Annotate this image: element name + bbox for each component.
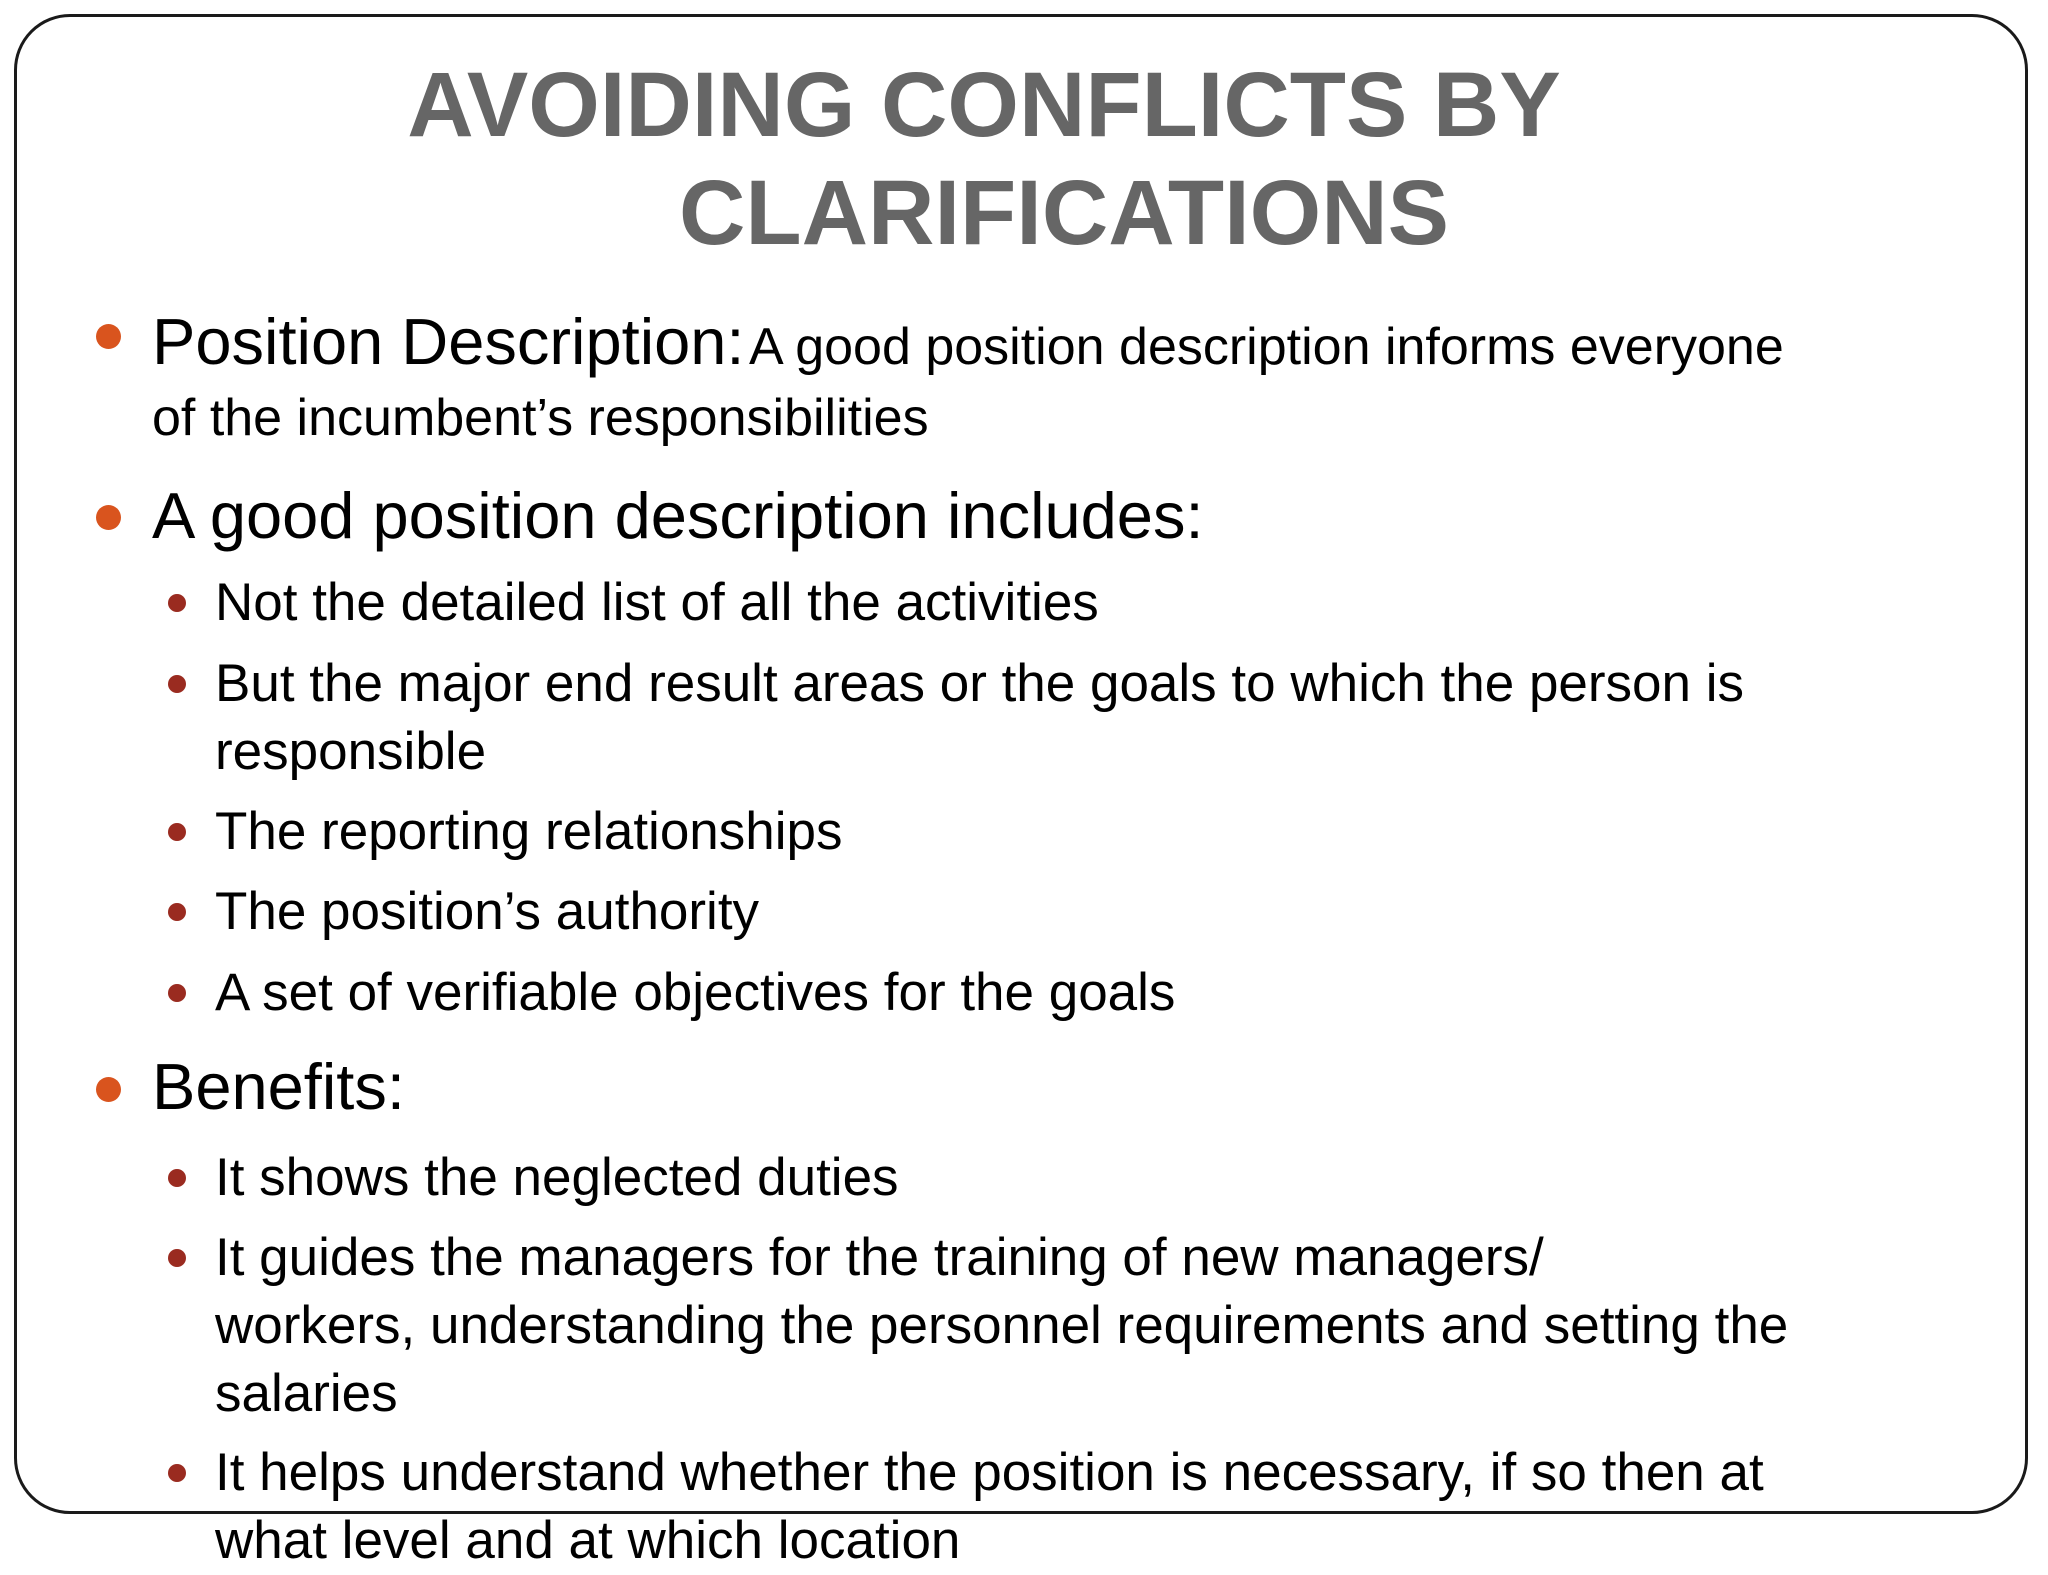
- includes-item-5: A set of verifiable objectives for the goals: [215, 963, 1176, 1022]
- sub-bullet-dot-icon: [168, 823, 186, 841]
- benefits-item-3-line-1: It helps understand whether the position is necessary, if so then at: [215, 1443, 1764, 1502]
- sub-bullet-dot-icon: [168, 1464, 186, 1482]
- includes-item-1: Not the detailed list of all the activities: [215, 573, 1099, 632]
- benefits-item-2-line-1: It guides the managers for the training of new managers/: [215, 1228, 1544, 1287]
- sub-bullet-dot-icon: [168, 1249, 186, 1267]
- bullet-1-line-2: of the incumbent’s responsibilities: [152, 389, 929, 447]
- sub-bullet-dot-icon: [168, 675, 186, 693]
- bullet-dot-icon: [96, 324, 121, 349]
- includes-item-2-line-1: But the major end result areas or the goals to which the person is: [215, 654, 1745, 713]
- sub-bullet-dot-icon: [168, 984, 186, 1002]
- sub-bullet-dot-icon: [168, 594, 186, 612]
- bullet-2-heading: A good position description includes:: [152, 479, 1204, 552]
- bullet-1-heading: Position Description:: [152, 305, 745, 378]
- bullet-dot-icon: [96, 505, 121, 530]
- slide-content: [17, 17, 2031, 1570]
- benefits-item-3-line-2: what level and at which location: [215, 1511, 961, 1570]
- benefits-item-2-line-3: salaries: [215, 1364, 398, 1423]
- includes-item-3: The reporting relationships: [215, 802, 843, 861]
- title-line-2: CLARIFICATIONS: [678, 162, 1449, 264]
- bullet-dot-icon: [96, 1077, 121, 1102]
- sub-bullet-dot-icon: [168, 1169, 186, 1187]
- bullet-1-text: A good position description informs everyone: [748, 318, 1784, 376]
- title-line-1: AVOIDING CONFLICTS BY: [407, 54, 1561, 156]
- bullet-1-line-1: [152, 303, 1784, 381]
- includes-item-2-line-2: responsible: [215, 722, 487, 781]
- sub-bullet-dot-icon: [168, 903, 186, 921]
- bullet-3-heading: Benefits:: [152, 1050, 405, 1123]
- includes-item-4: The position’s authority: [215, 882, 760, 941]
- benefits-item-1: It shows the neglected duties: [215, 1148, 899, 1207]
- slide-frame: [14, 14, 2028, 1570]
- benefits-item-2-line-2: workers, understanding the personnel requirements and setting the: [215, 1296, 1789, 1355]
